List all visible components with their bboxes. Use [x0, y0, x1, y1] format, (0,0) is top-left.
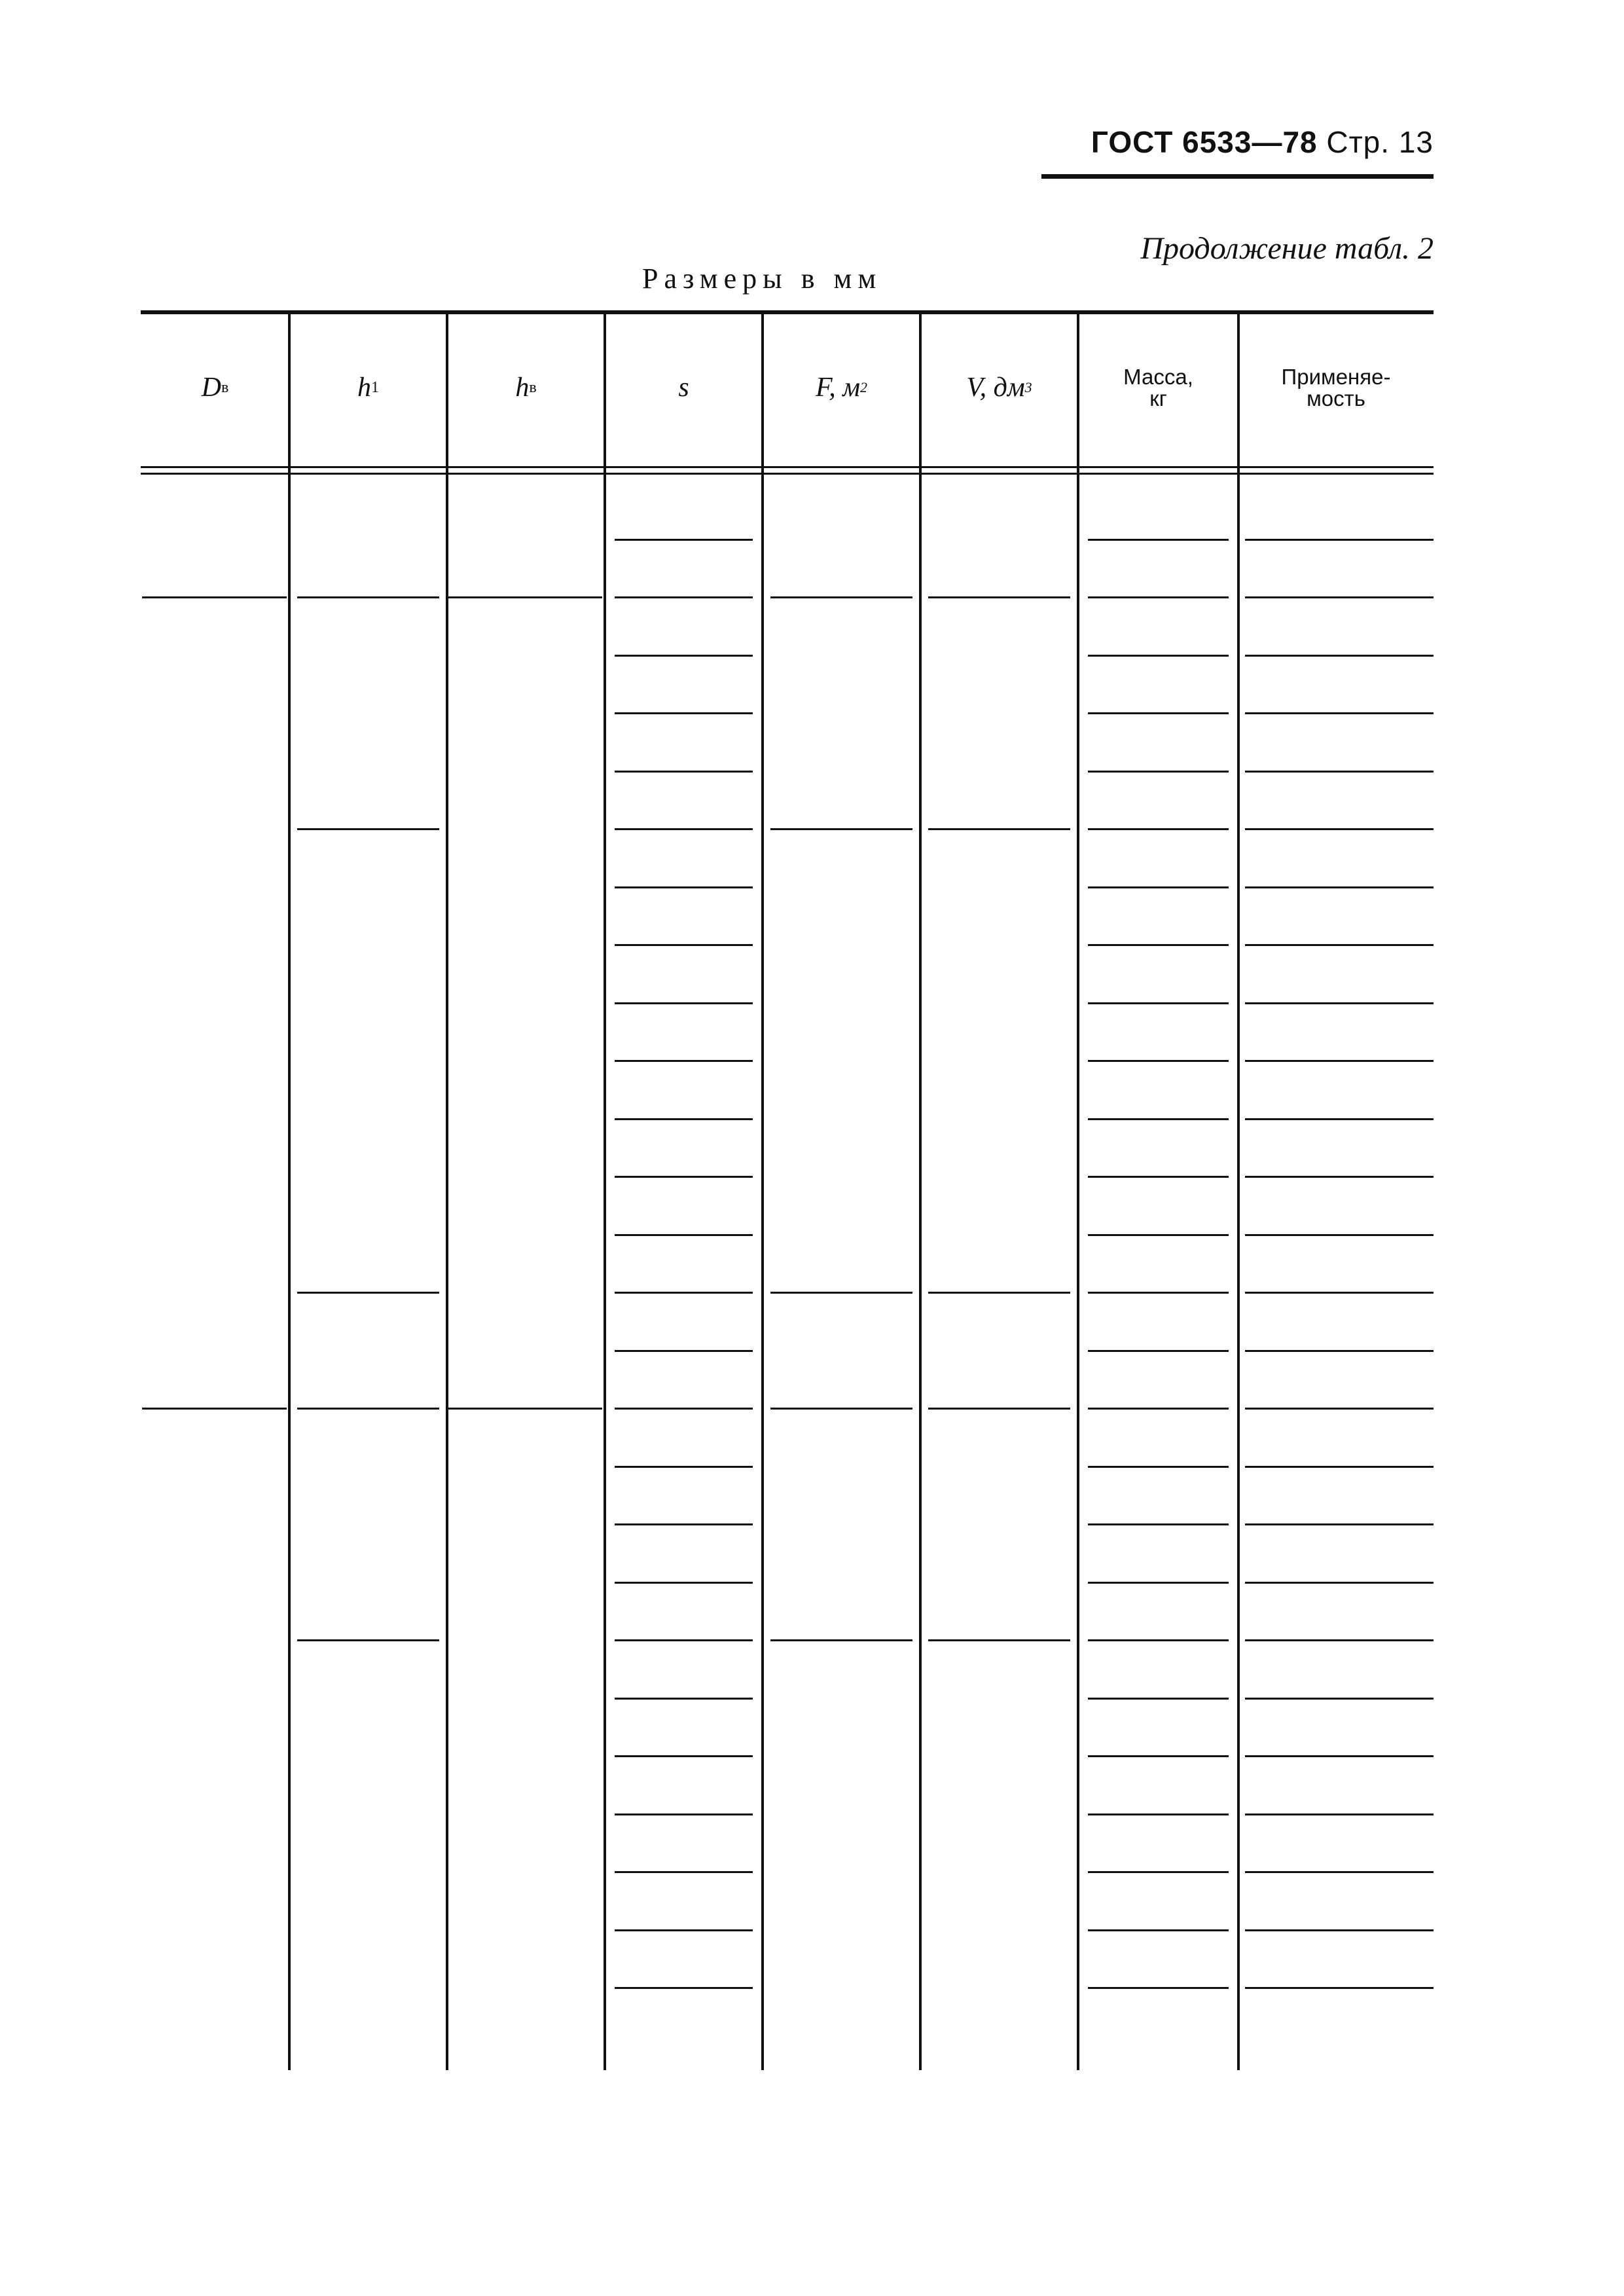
- row-rule: [1245, 655, 1434, 657]
- f-cell: [763, 829, 920, 1293]
- thickness-cell: [605, 1931, 763, 1989]
- thickness-cell: [605, 1409, 763, 1467]
- thickness-cell: [605, 1815, 763, 1873]
- table-continuation-caption: Продолжение табл. 2: [1140, 231, 1434, 266]
- v-cell: [920, 829, 1078, 1293]
- thickness-cell: [605, 829, 763, 888]
- column-divider: [446, 314, 448, 2070]
- row-rule: [1245, 712, 1434, 714]
- thickness-cell: [605, 1061, 763, 1120]
- header-mass: Масса, кг: [1123, 365, 1193, 410]
- h1-cell: [289, 829, 447, 1293]
- row-rule: [1245, 1871, 1434, 1873]
- thickness-cell: [605, 888, 763, 946]
- v-cell: [920, 1641, 1078, 2047]
- mass-cell: [1078, 1467, 1238, 1525]
- mass-cell: [1078, 1061, 1238, 1120]
- mass-cell: [1078, 1931, 1238, 1989]
- dimensions-table: [141, 310, 1434, 2124]
- h1-cell: [289, 1409, 447, 1641]
- mass-cell: [1078, 829, 1238, 888]
- h1-cell: [289, 1641, 447, 2047]
- row-rule: [1245, 1350, 1434, 1352]
- row-rule: [1245, 1582, 1434, 1584]
- row-rule: [1245, 1060, 1434, 1062]
- page-header: [1091, 124, 1434, 160]
- thickness-cell: [605, 1120, 763, 1178]
- thickness-cell: [605, 1757, 763, 1815]
- v-cell: [920, 1293, 1078, 1409]
- page-number: Стр. 13: [1326, 125, 1434, 159]
- row-rule: [1245, 1987, 1434, 1989]
- mass-cell: [1078, 482, 1238, 540]
- row-rule: [1245, 886, 1434, 888]
- hv-cell: [447, 598, 605, 1409]
- units-caption: Размеры в мм: [642, 263, 882, 295]
- mass-cell: [1078, 1409, 1238, 1467]
- column-divider: [288, 314, 291, 2070]
- v-cell: [920, 1409, 1078, 1641]
- thickness-cell: [605, 656, 763, 714]
- thickness-cell: [605, 1177, 763, 1235]
- column-divider: [1077, 314, 1079, 2070]
- mass-cell: [1078, 1641, 1238, 1699]
- mass-cell: [1078, 1235, 1238, 1294]
- mass-cell: [1078, 945, 1238, 1004]
- f-cell: [763, 1641, 920, 2047]
- thickness-cell: [605, 1583, 763, 1641]
- mass-cell: [1078, 1815, 1238, 1873]
- diameter-cell: [141, 482, 289, 598]
- row-rule: [1245, 1466, 1434, 1468]
- thickness-cell: [605, 1525, 763, 1583]
- thickness-cell: [605, 1699, 763, 1757]
- mass-cell: [1078, 1293, 1238, 1351]
- header-s: s: [678, 373, 689, 403]
- mass-cell: [1078, 1004, 1238, 1062]
- mass-cell: [1078, 1120, 1238, 1178]
- row-rule: [1245, 1698, 1434, 1700]
- header-v: V, дм 3: [966, 373, 1032, 403]
- mass-cell: [1078, 1699, 1238, 1757]
- hv-cell: [447, 1409, 605, 2047]
- f-cell: [763, 1409, 920, 1641]
- mass-cell: [1078, 540, 1238, 598]
- v-cell: [920, 598, 1078, 829]
- mass-cell: [1078, 1988, 1238, 2047]
- standard-code: ГОСТ 6533—78: [1091, 125, 1318, 159]
- diameter-cell: [141, 598, 289, 1409]
- mass-cell: [1078, 772, 1238, 830]
- row-rule: [1245, 828, 1434, 830]
- column-divider: [604, 314, 606, 2070]
- mass-cell: [1078, 1757, 1238, 1815]
- row-rule: [1245, 1755, 1434, 1757]
- mass-cell: [1078, 1583, 1238, 1641]
- thickness-cell: [605, 945, 763, 1004]
- column-divider: [761, 314, 764, 2070]
- row-rule: [1245, 1639, 1434, 1641]
- row-rule: [1245, 1813, 1434, 1815]
- mass-cell: [1078, 598, 1238, 656]
- h1-cell: [289, 482, 447, 598]
- row-rule: [1245, 1523, 1434, 1525]
- thickness-cell: [605, 1872, 763, 1931]
- header-f: F, м 2: [815, 373, 868, 403]
- row-rule: [1245, 539, 1434, 541]
- mass-cell: [1078, 1525, 1238, 1583]
- thickness-cell: [605, 1467, 763, 1525]
- mass-cell: [1078, 1177, 1238, 1235]
- mass-cell: [1078, 656, 1238, 714]
- h1-cell: [289, 598, 447, 829]
- v-cell: [920, 482, 1078, 598]
- f-cell: [763, 1293, 920, 1409]
- header-applicability: Применяе- мость: [1281, 365, 1391, 410]
- thickness-cell: [605, 1988, 763, 2047]
- row-rule: [1245, 1118, 1434, 1120]
- row-rule: [1245, 1002, 1434, 1004]
- header-hv: h в: [515, 373, 537, 403]
- row-rule: [1245, 1234, 1434, 1236]
- column-divider: [1237, 314, 1240, 2070]
- row-rule: [1245, 1408, 1434, 1410]
- f-cell: [763, 482, 920, 598]
- row-rule: [1245, 1176, 1434, 1178]
- h1-cell: [289, 1293, 447, 1409]
- header-h1: h 1: [357, 373, 379, 403]
- header-d: D в: [201, 373, 229, 403]
- diameter-cell: [141, 1409, 289, 2047]
- row-rule: [1245, 596, 1434, 598]
- thickness-cell: [605, 1641, 763, 1699]
- thickness-cell: [605, 714, 763, 772]
- row-rule: [1245, 1292, 1434, 1294]
- hv-cell: [447, 482, 605, 598]
- f-cell: [763, 598, 920, 829]
- thickness-cell: [605, 1004, 763, 1062]
- header-rule: [1041, 174, 1434, 179]
- thickness-cell: [605, 1293, 763, 1351]
- row-rule: [1245, 944, 1434, 946]
- thickness-cell: [605, 772, 763, 830]
- mass-cell: [1078, 714, 1238, 772]
- row-rule: [1245, 1929, 1434, 1931]
- mass-cell: [1078, 1351, 1238, 1410]
- mass-cell: [1078, 1872, 1238, 1931]
- column-divider: [919, 314, 922, 2070]
- thickness-cell: [605, 1235, 763, 1294]
- thickness-cell: [605, 482, 763, 540]
- thickness-cell: [605, 1351, 763, 1410]
- thickness-cell: [605, 598, 763, 656]
- row-rule: [1245, 771, 1434, 773]
- thickness-cell: [605, 540, 763, 598]
- mass-cell: [1078, 888, 1238, 946]
